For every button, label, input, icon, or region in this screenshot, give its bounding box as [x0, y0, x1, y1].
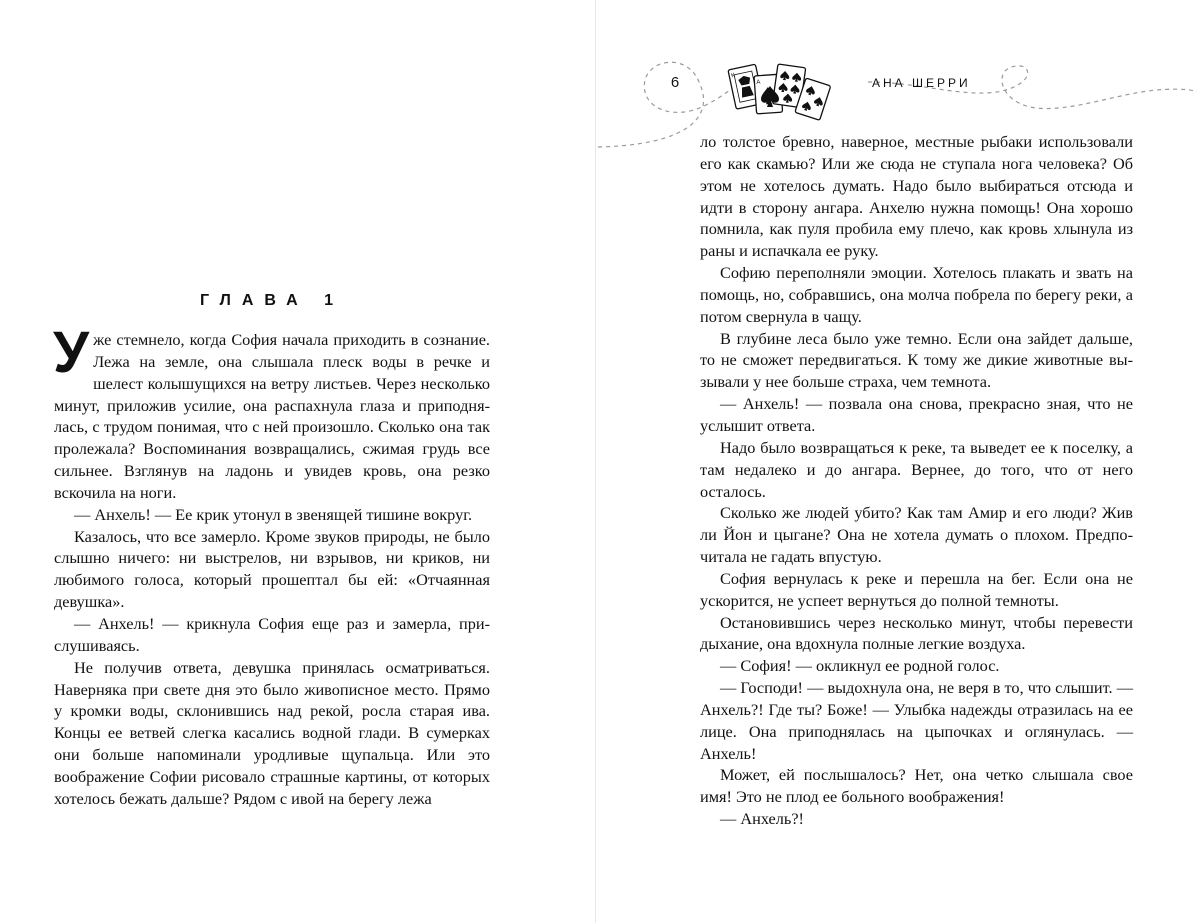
running-head-author: АНА ШЕРРИ	[872, 76, 971, 90]
playing-cards-icon	[728, 64, 831, 120]
paragraph: — Анхель! — Ее крик утонул в звенящей тишине вокруг.	[74, 504, 473, 524]
paragraph-text: же стемнело, когда София начала приходить в сознание. Лежа на земле, она слышала плеск воды в речке и шелест колышущихся на ветру листьев. Через несколько минут, приложив усилие, она распахнула глаза и приподнялась, с трудом понимая, что с ней произошло. Сколько она так пролежала? Воспоминания возвращались, сжимая грудь все сильнее. Взглянув на ладонь и увидев кровь, она резко вскочила на ноги.	[54, 330, 490, 502]
paragraph: В глубине леса было уже темно. Если она зайдет дальше, то не сможет передвигаться. К тому же дикие животные вызывали у нее больше страха, чем темнота.	[700, 328, 1133, 392]
paragraph: — София! — окликнул ее родной голос.	[720, 656, 1000, 676]
paragraph: ло толстое бревно, наверное, местные рыбаки использовали его как скамью? Или же сюда не ступала нога человека? Об этом не хотелось думать. Надо было выбираться отсюда и идти в сторону ангара. Анхелю нужна помощь! Она хорошо помнила, как пуля пробила ему плечо, как кровь хлынула из раны и испачкала ее руку.	[700, 132, 1133, 261]
paragraph: — Анхель?!	[720, 809, 804, 829]
paragraph: — Анхель! — позвала она снова, прекрасно зная, что не услышит ответа.	[700, 394, 1133, 435]
page-number: 6	[670, 74, 680, 91]
paragraph: Не получив ответа, девушка принялась осматриваться. Наверняка при свете дня это было живописное место. Прямо у кромки воды, склонившись над рекой, росла старая ива. Концы ее ветвей слегка касались водной глади. В сумерках они больше напоминали уродливые щупальца. Или это воображение Софии рисовало страшные картины, от которых хотелось бежать дальше? Рядом с ивой на берегу лежа	[54, 657, 490, 808]
right-page-text	[700, 131, 1133, 830]
paragraph: Софию переполняли эмоции. Хотелось плакать и звать на помощь, но, собравшись, она молча побрела по берегу реки, а потом свернула в чащу.	[700, 263, 1133, 326]
drop-cap: У	[53, 320, 90, 385]
paragraph: Надо было возвращаться к реке, та выведет ее к поселку, а там недалеко и до ангара. Вернее, до того, что от него осталось.	[700, 437, 1133, 501]
svg-text:A: A	[756, 79, 761, 86]
paragraph: Остановившись через несколько минут, чтобы перевести дыхание, она вдохнула полные легкие воздуха.	[700, 612, 1133, 654]
svg-text:K: K	[730, 72, 736, 80]
paragraph: — Анхель! — крикнула София еще раз и замерла, прислушиваясь.	[54, 613, 490, 655]
paragraph: — Господи! — выдохнула она, не веря в то, что слышит. — Анхель?! Где ты? Боже! — Улыбка надежды отразилась на ее лице. Она приподнялась на цыпочках и оглянулась. — Анхель!	[700, 678, 1133, 763]
right-page	[596, 0, 1197, 923]
paragraph: Сколько же людей убито? Как там Амир и его люди? Жив ли Йон и цыгане? Она не хотела думать о плохом. Предпочитала не гадать впустую.	[700, 503, 1133, 567]
paragraph	[53, 320, 490, 504]
left-page	[0, 0, 595, 923]
paragraph: София вернулась к реке и перешла на бег. Если она не ускорится, не успеет вернуться до полной темноты.	[700, 568, 1133, 610]
paragraph: Может, ей послышалось? Нет, она четко слышала свое имя! Это не плод ее больного воображения!	[700, 765, 1133, 807]
left-page-text	[53, 320, 490, 810]
paragraph: Казалось, что все замерло. Кроме звуков природы, не было слышно ничего: ни выстрелов, ни взрывов, ни криков, ни любимого голоса, который прошептал бы ей: «Отчаянная девушка».	[54, 526, 490, 612]
chapter-title: ГЛАВА 1	[199, 292, 345, 309]
